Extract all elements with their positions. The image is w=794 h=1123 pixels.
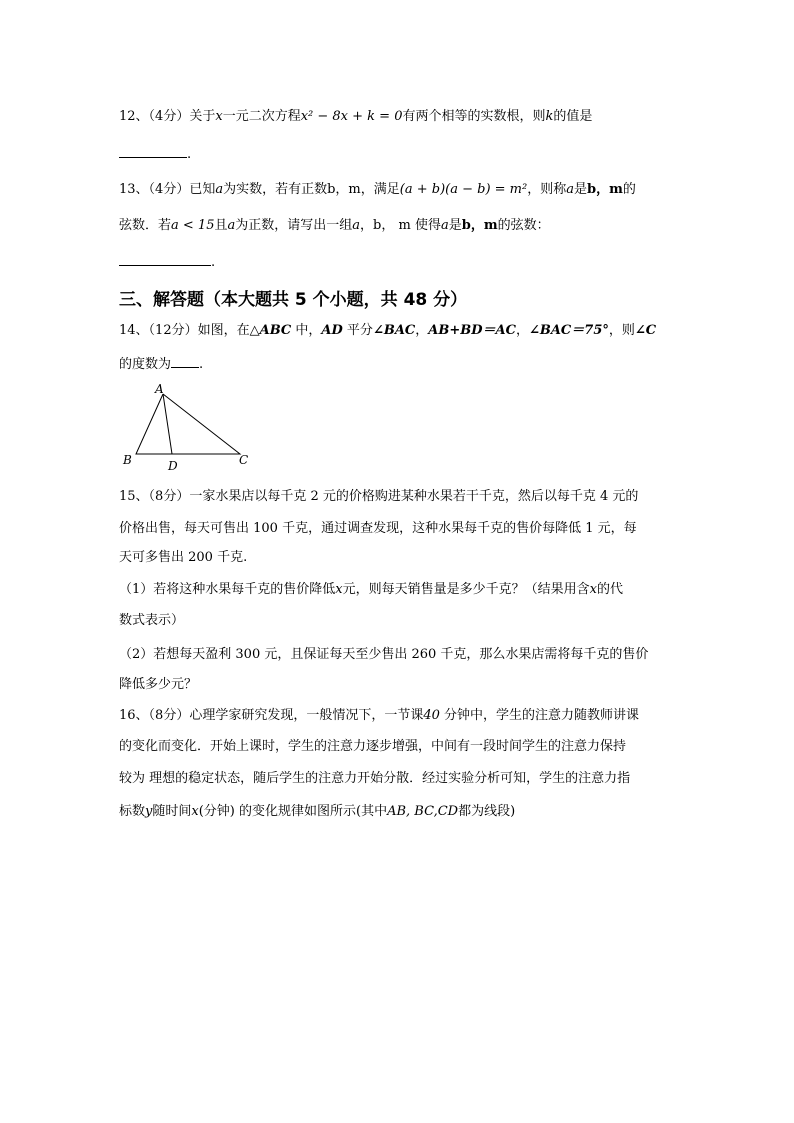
q14-text: 平分: [342, 323, 373, 338]
q13-period: .: [211, 255, 216, 270]
q13-var-a: a: [215, 182, 224, 197]
q14-angle-value: ∠BAC＝75°: [528, 323, 609, 338]
q15-subquestion-2: （2）若想每天盈利 300 元，且保证每天至少售出 260 千克，那么水果店需将每千克的售价: [119, 647, 649, 662]
q13-bm: b，m: [587, 182, 623, 197]
q12-equation: x² − 8x + k = 0: [300, 109, 403, 124]
q12-answer-blank[interactable]: [119, 143, 187, 158]
q13-text: 且: [214, 218, 228, 233]
q13-text: 的: [622, 182, 636, 197]
q14-text: ，: [515, 323, 529, 338]
triangle-outline: [136, 394, 240, 454]
q13-bm: b，m: [461, 218, 498, 233]
q12-text: 的值是: [553, 109, 593, 124]
q14-period: .: [199, 357, 204, 372]
label-d: D: [168, 459, 178, 473]
q13-equation: (a + b)(a − b) = m²: [399, 182, 528, 197]
q12-score: （4分）: [148, 109, 190, 124]
q14-answer-blank[interactable]: [171, 353, 199, 368]
q13-text: 弦数．若: [119, 218, 172, 233]
question-14: [119, 322, 656, 340]
q13-inequality: a < 15: [171, 218, 215, 233]
q15-text: 的代: [596, 582, 623, 597]
triangle-figure: [118, 380, 258, 475]
q13-text: 为正数，请写出一组: [235, 218, 353, 233]
q14-angle-bac: ∠BAC: [372, 323, 416, 338]
q15-subquestion-1-line2: 数式表示）: [119, 613, 185, 628]
segment-ad: [163, 394, 172, 454]
q15-subquestion-2-line2: 降低多少元？: [119, 677, 198, 692]
q14-text: ，则: [608, 323, 635, 338]
label-c: C: [239, 453, 249, 467]
q13-var-a: a: [352, 218, 361, 233]
q14-text: 中，: [291, 323, 322, 338]
q13-text: 是: [448, 218, 462, 233]
q13-var-a: a: [227, 218, 236, 233]
question-14-line2: [119, 353, 203, 374]
q16-var-y: y: [145, 804, 153, 819]
q16-number-40: 40: [423, 708, 440, 723]
q14-text: ，: [415, 323, 429, 338]
q12-period: .: [187, 147, 192, 162]
q14-triangle: △ABC: [249, 323, 292, 338]
q16-text: 都为线段): [458, 804, 516, 819]
q14-ad: AD: [321, 323, 343, 338]
question-16-line2: 的变化而变化．开始上课时，学生的注意力逐步增强，中间有一段时间学生的注意力保持: [119, 739, 627, 754]
section-title: 三、解答题（本大题共 5 个小题，共 48 分）: [119, 290, 468, 310]
q15-text: 元，则每天销售量是多少千克？（结果用含: [342, 582, 590, 597]
question-15: 15、（8分）一家水果店以每千克 2 元的价格购进某种水果若干千克，然后以每千克 4 元的: [119, 489, 639, 504]
q13-var-a: a: [566, 182, 574, 197]
q16-text: (分钟) 的变化规律如图所示(其中: [198, 804, 388, 819]
q15-var-x: x: [589, 582, 597, 597]
q12-text: 有两个相等的实数根，则: [402, 109, 546, 124]
q13-text: ，则称: [527, 182, 567, 197]
label-a: A: [155, 382, 164, 396]
q16-text: 16、（8分）心理学家研究发现，一般情况下，一节课: [119, 708, 424, 723]
question-16-line3: 较为 理想的稳定状态，随后学生的注意力开始分散．经过实验分析可知，学生的注意力指: [119, 771, 631, 786]
q14-number: 14、: [119, 323, 149, 338]
q14-text: 如图，在: [197, 323, 250, 338]
label-b: B: [123, 453, 132, 467]
q13-number: 13、: [119, 182, 149, 197]
question-16: [119, 707, 639, 725]
question-15-line3: 天可多售出 200 千克.: [119, 550, 248, 565]
q16-text: 分钟中，学生的注意力随教师讲课: [439, 708, 640, 723]
q15-text: （1）若将这种水果每千克的售价降低: [119, 582, 336, 597]
q14-score: （12分）: [148, 323, 198, 338]
q13-answer-blank[interactable]: [119, 251, 211, 266]
q16-segments: AB, BC,CD: [387, 804, 459, 819]
q12-var-x: x: [215, 109, 223, 124]
q15-subquestion-1: [119, 581, 623, 599]
q13-text: 为实数，若有正数b，m，满足: [223, 182, 400, 197]
q15-var-x: x: [335, 582, 343, 597]
q16-text: 标数: [119, 804, 146, 819]
q13-text: 的弦数：: [497, 218, 550, 233]
question-12: [119, 108, 592, 126]
q14-text: 的度数为: [119, 357, 172, 372]
q13-text: 是: [574, 182, 588, 197]
q13-var-a: a: [440, 218, 449, 233]
q13-text: ，b， m 使得: [360, 218, 441, 233]
question-15-line2: 价格出售，每天可售出 100 千克，通过调查发现，这种水果每千克的售价每降低 1 元，每: [119, 521, 637, 536]
q13-score: （4分）: [148, 182, 190, 197]
q13-answer-line: [119, 251, 215, 272]
q14-equation: AB+BD＝AC: [428, 323, 516, 338]
question-16-line4: [119, 803, 515, 821]
q12-text: 关于: [189, 109, 216, 124]
q12-answer-line: [119, 143, 191, 164]
q12-text: 一元二次方程: [222, 109, 301, 124]
q12-var-k: k: [545, 109, 554, 124]
q16-var-x: x: [191, 804, 199, 819]
question-13: [119, 181, 636, 199]
question-13-line2: [119, 217, 550, 235]
q14-angle-c: ∠C: [634, 323, 657, 338]
q16-text: 随时间: [152, 804, 192, 819]
q12-number: 12、: [119, 109, 149, 124]
q13-text: 已知: [189, 182, 216, 197]
